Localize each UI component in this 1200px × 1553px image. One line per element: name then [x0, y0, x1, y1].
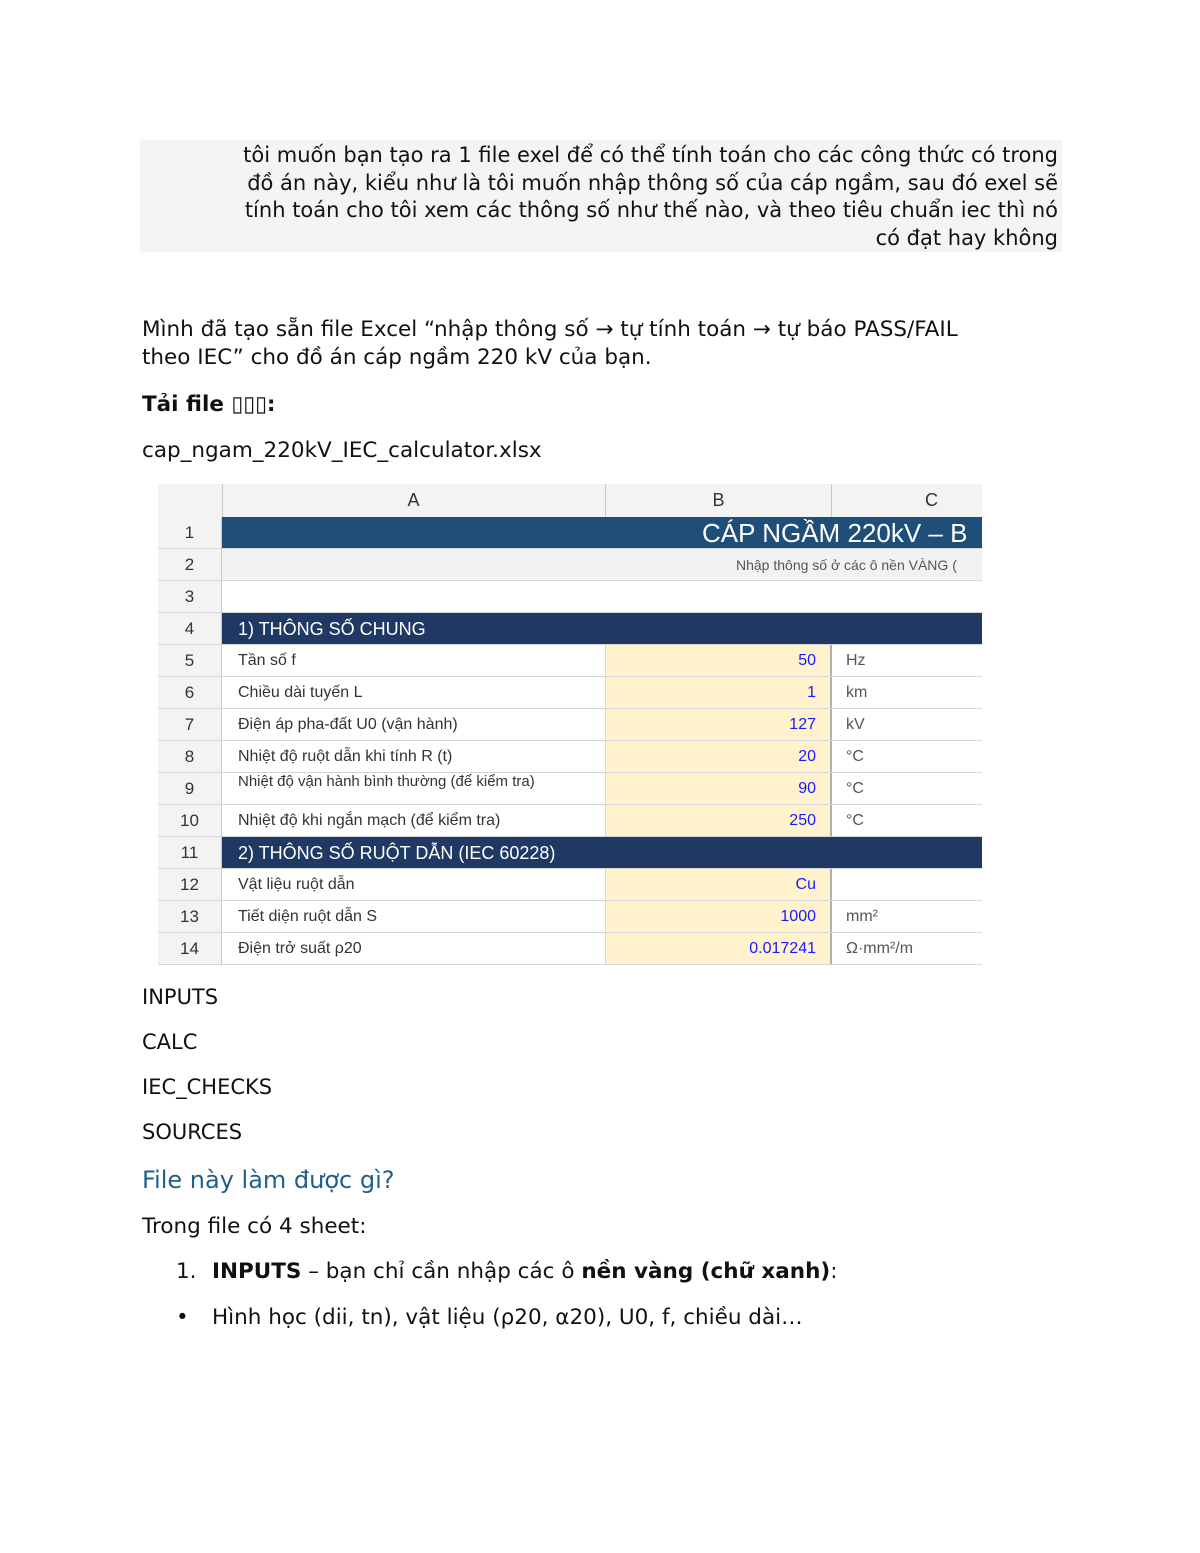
param-unit: mm²	[832, 901, 982, 932]
intro-line: theo IEC” cho đồ án cáp ngầm 220 kV của bạn.	[142, 345, 652, 370]
paragraph: Trong file có 4 sheet:	[142, 1214, 367, 1239]
param-input[interactable]: 250	[606, 805, 832, 836]
param-input[interactable]: 90	[606, 773, 832, 804]
param-input[interactable]: 1000	[606, 901, 832, 932]
table-row	[158, 613, 982, 645]
bullet-icon: •	[176, 1305, 189, 1330]
column-header-a: A	[222, 484, 606, 517]
file-link[interactable]: cap_ngam_220kV_IEC_calculator.xlsx	[142, 438, 542, 463]
row-number: 11	[158, 837, 222, 868]
sheet-name: IEC_CHECKS	[142, 1075, 273, 1099]
row-number: 1	[158, 517, 222, 548]
user-prompt-bubble	[140, 140, 1062, 252]
table-row	[158, 549, 982, 581]
param-input[interactable]: Cu	[606, 869, 832, 900]
sheet-name: CALC	[142, 1030, 198, 1054]
table-row	[158, 773, 982, 805]
section-heading: File này làm được gì?	[142, 1166, 395, 1194]
section-header-1: 1) THÔNG SỐ CHUNG	[222, 613, 982, 644]
param-unit: °C	[832, 741, 982, 772]
table-row	[158, 581, 982, 613]
sheet-title: CÁP NGẦM 220kV – B	[702, 518, 968, 548]
row-number: 7	[158, 709, 222, 740]
sheet-subtitle: Nhập thông số ở các ô nền VÀNG (	[736, 557, 957, 573]
sheet-subtitle-cell	[222, 549, 982, 580]
bold-text: nền vàng (chữ xanh)	[581, 1259, 831, 1284]
param-unit: Ω·mm²/m	[832, 933, 982, 964]
row-number: 9	[158, 773, 222, 804]
column-header-c: C	[832, 484, 982, 517]
sheet-title-cell	[222, 517, 982, 548]
param-input[interactable]: 50	[606, 645, 832, 676]
table-row	[158, 645, 982, 677]
bold-text: INPUTS	[212, 1259, 302, 1284]
table-row	[158, 933, 982, 965]
section-header-2: 2) THÔNG SỐ RUỘT DẪN (IEC 60228)	[222, 837, 982, 868]
corner-cell	[158, 484, 223, 517]
column-header-row	[158, 484, 982, 518]
row-number: 8	[158, 741, 222, 772]
param-label: Nhiệt độ ruột dẫn khi tính R (t)	[222, 741, 606, 772]
param-unit: km	[832, 677, 982, 708]
download-label: Tải file ▯▯▯:	[142, 392, 276, 417]
table-row	[158, 709, 982, 741]
row-number: 14	[158, 933, 222, 964]
row-number: 12	[158, 869, 222, 900]
row-number: 13	[158, 901, 222, 932]
list-text: :	[830, 1259, 838, 1284]
param-label: Vật liệu ruột dẫn	[222, 869, 606, 900]
sheet-name: SOURCES	[142, 1120, 243, 1144]
prompt-line: đồ án này, kiểu như là tôi muốn nhập thông số của cáp ngầm, sau đó exel sẽ	[247, 170, 1058, 195]
column-header-b: B	[606, 484, 832, 517]
sheet-name: INPUTS	[142, 985, 219, 1009]
param-label: Điện áp pha-đất U0 (vận hành)	[222, 709, 606, 740]
param-label: Điện trở suất ρ20	[222, 933, 606, 964]
table-row	[158, 869, 982, 901]
list-number: 1.	[176, 1259, 197, 1284]
row-number: 5	[158, 645, 222, 676]
param-unit: Hz	[832, 645, 982, 676]
table-row	[158, 901, 982, 933]
row-number: 6	[158, 677, 222, 708]
row-number: 4	[158, 613, 222, 644]
table-row	[158, 805, 982, 837]
spreadsheet-preview	[158, 484, 982, 969]
param-unit: °C	[832, 805, 982, 836]
param-label: Nhiệt độ vận hành bình thường (để kiểm tra)	[222, 773, 606, 804]
row-number: 3	[158, 581, 222, 612]
list-text: Hình học (dii, tn), vật liệu (ρ20, α20), U0, f, chiều dài…	[212, 1305, 803, 1330]
param-unit: kV	[832, 709, 982, 740]
table-row	[158, 677, 982, 709]
param-label: Nhiệt độ khi ngắn mạch (để kiểm tra)	[222, 805, 606, 836]
param-input[interactable]: 20	[606, 741, 832, 772]
table-row	[158, 517, 982, 549]
prompt-line: có đạt hay không	[875, 225, 1058, 250]
param-input[interactable]: 1	[606, 677, 832, 708]
row-number: 2	[158, 549, 222, 580]
row-number: 10	[158, 805, 222, 836]
table-row	[158, 741, 982, 773]
prompt-line: tôi muốn bạn tạo ra 1 file exel để có thể tính toán cho các công thức có trong	[243, 143, 1058, 167]
param-label: Chiều dài tuyến L	[222, 677, 606, 708]
param-input[interactable]: 0.017241	[606, 933, 832, 964]
param-input[interactable]: 127	[606, 709, 832, 740]
table-row	[158, 837, 982, 869]
param-unit	[832, 869, 982, 900]
param-label: Tiết diện ruột dẫn S	[222, 901, 606, 932]
param-unit: °C	[832, 773, 982, 804]
ordered-list-item	[176, 1259, 837, 1284]
bullet-list-item	[176, 1305, 803, 1330]
param-label: Tần số f	[222, 645, 606, 676]
intro-paragraph	[142, 316, 1062, 372]
prompt-line: tính toán cho tôi xem các thông số như thế nào, và theo tiêu chuẩn iec thì nó	[244, 198, 1058, 222]
intro-line: Mình đã tạo sẵn file Excel “nhập thông số → tự tính toán → tự báo PASS/FAIL	[142, 317, 958, 342]
list-text: – bạn chỉ cần nhập các ô	[301, 1259, 582, 1284]
